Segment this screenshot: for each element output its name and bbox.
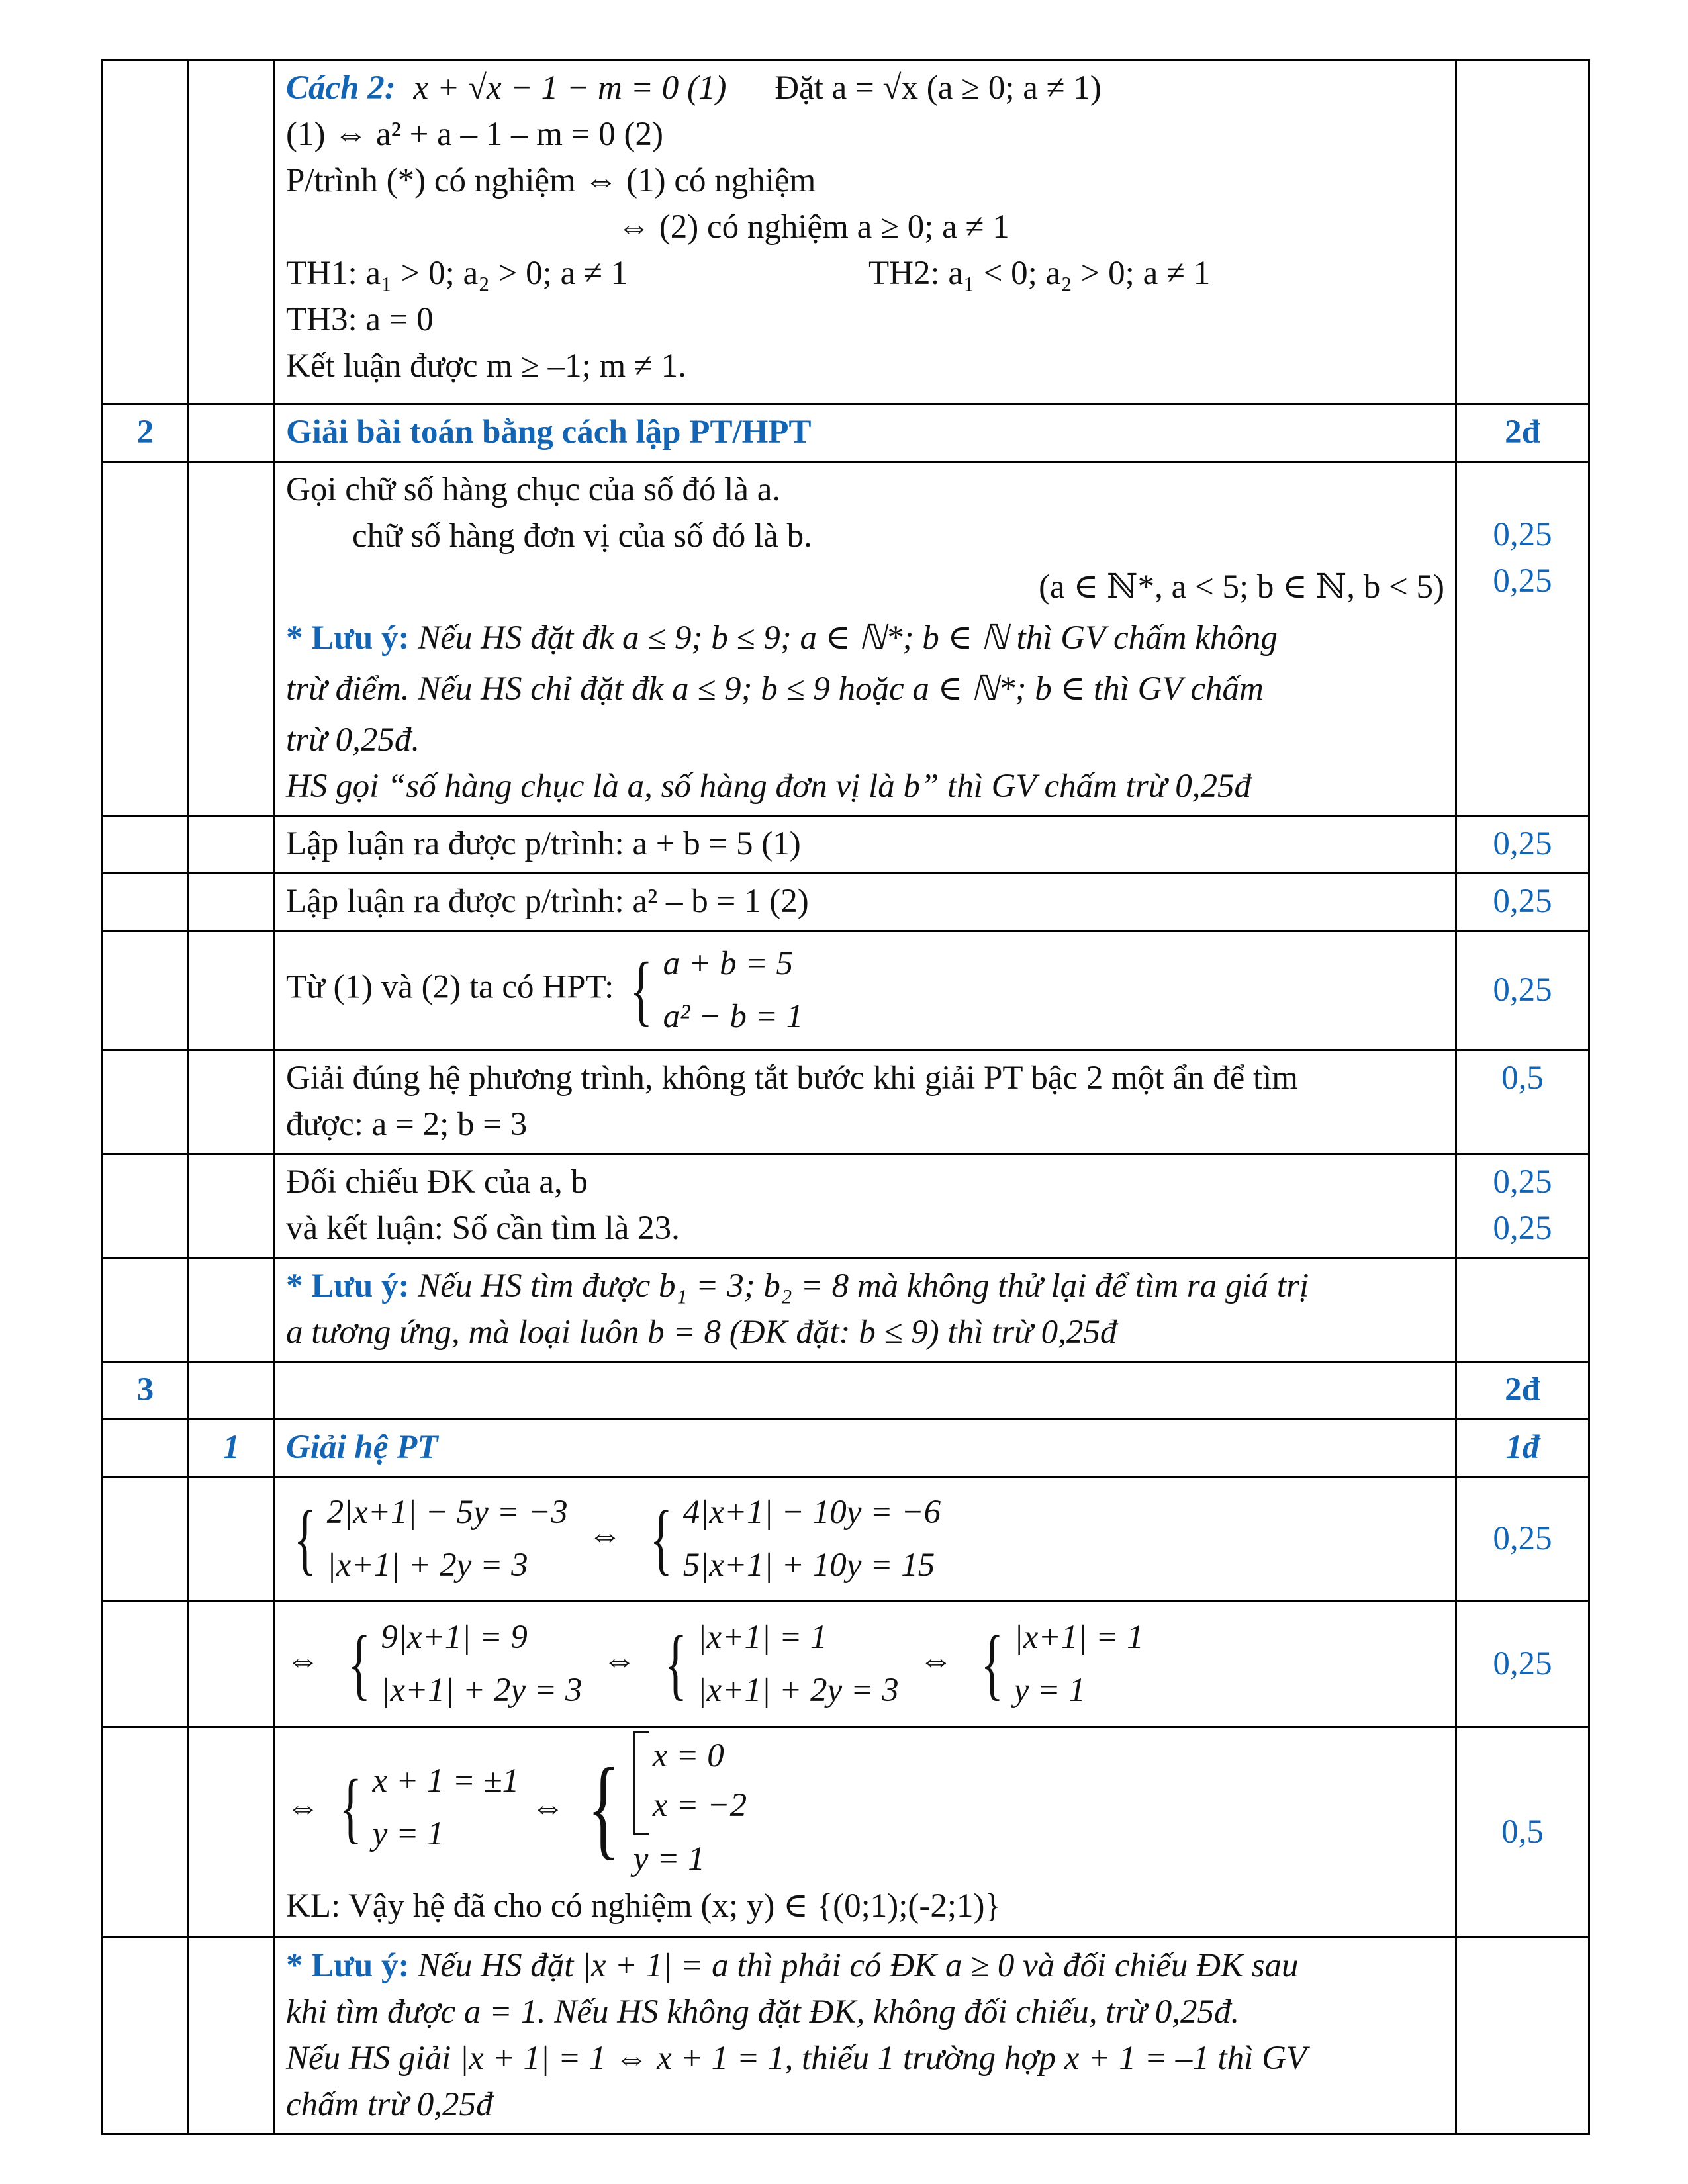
q3-points: 2đ <box>1456 1362 1589 1420</box>
brace-icon: { <box>630 945 653 1034</box>
q2-p-step1: 0,25 <box>1456 816 1589 874</box>
q3-note-label: * Lưu ý: <box>286 1947 410 1984</box>
cach2-cond1: P/trình (*) có nghiệm ⇔ (1) có nghiệm <box>286 162 816 199</box>
q2-p-step2: 0,25 <box>1456 874 1589 931</box>
q3-s3-kl: KL: Vậy hệ đã cho có nghiệm (x; y) ∈ {(0;1);(-2;1)} <box>286 1888 1001 1925</box>
q2-step3-prefix: Từ (1) và (2) ta có HPT: <box>286 968 614 1006</box>
row-q2-header <box>103 404 1589 462</box>
q2-number: 2 <box>103 404 189 462</box>
iff-icon: ⇔ <box>531 1789 565 1826</box>
q3-number: 3 <box>103 1362 189 1420</box>
q2-step2: Lập luận ra được p/trình: a² – b = 1 (2) <box>275 874 1456 931</box>
q2-set1: Gọi chữ số hàng chục của số đó là a. <box>286 471 781 508</box>
q3-s2-b2: |x+1| + 2y = 3 <box>697 1671 899 1709</box>
row-q2-step5 <box>103 1154 1589 1258</box>
row-q3-header <box>103 1362 1589 1420</box>
row-q3-1-header <box>103 1420 1589 1477</box>
q3-s3-a1: x + 1 = ±1 <box>372 1762 520 1799</box>
cach2-eq2: (1) ⇔ a² + a – 1 – m = 0 (2) <box>286 116 663 153</box>
q3-note3: Nếu HS giải |x + 1| = 1 ⇔ x + 1 = 1, thiếu 1 trường hợp x + 1 = –1 thì GV <box>286 2040 1307 2077</box>
q2-domain: (a ∈ ℕ*, a < 5; b ∈ ℕ, b < 5) <box>1039 569 1444 606</box>
cach2-th3: TH3: a = 0 <box>286 301 434 338</box>
q3-s1-system-a <box>286 1486 568 1592</box>
row-q3-note <box>103 1938 1589 2134</box>
row-q2-step4 <box>103 1050 1589 1154</box>
brace-icon: { <box>664 1619 688 1707</box>
q3-s1-eq1: 2|x+1| − 5y = −3 <box>326 1493 568 1531</box>
q2-step3-eq1: a + b = 5 <box>663 944 793 982</box>
q2-note1: Nếu HS đặt đk a ≤ 9; b ≤ 9; a ∈ ℕ*; b ∈ ℕ thì GV chấm không <box>418 619 1278 657</box>
q2-title: Giải bài toán bằng cách lập PT/HPT <box>275 404 1456 462</box>
q3-sub-number: 1 <box>189 1420 275 1477</box>
q3-s2-a1: 9|x+1| = 9 <box>381 1618 528 1656</box>
row-q2-step3 <box>103 931 1589 1050</box>
q2-setup-content <box>275 462 1456 816</box>
row-q2-setup <box>103 462 1589 816</box>
row-q2-step2 <box>103 874 1589 931</box>
q3-p-s3: 0,5 <box>1456 1727 1589 1938</box>
brace-icon: { <box>587 1745 620 1870</box>
q2-step3 <box>275 931 1456 1050</box>
q3-s2-c2: y = 1 <box>1013 1671 1086 1709</box>
q3-s2-system-c <box>973 1611 1144 1717</box>
q3-s2-a2: |x+1| + 2y = 3 <box>381 1671 583 1709</box>
cach2-th2: TH2: a₁ < 0; a₂ > 0; a ≠ 1 <box>868 255 1211 292</box>
q3-note4: chấm trừ 0,25đ <box>286 2086 493 2123</box>
q3-s1-eq3: 4|x+1| − 10y = −6 <box>682 1493 941 1531</box>
iff-icon: ⇔ <box>286 1789 320 1826</box>
q3-s1-eq2: |x+1| + 2y = 3 <box>326 1546 528 1584</box>
q2-p-step3: 0,25 <box>1456 931 1589 1050</box>
q2-step4b: được: a = 2; b = 3 <box>286 1106 528 1143</box>
iff-icon: ⇔ <box>286 1642 320 1680</box>
q3-note2: khi tìm được a = 1. Nếu HS không đặt ĐK, không đối chiếu, trừ 0,25đ. <box>286 1993 1240 2030</box>
q2-p-set2: 0,25 <box>1493 563 1552 600</box>
q2-note5a: Nếu HS tìm được b₁ = 3; b₂ = 8 mà không thử lại để tìm ra giá trị <box>418 1267 1309 1304</box>
brace-icon: { <box>348 1619 371 1707</box>
q2-points: 2đ <box>1456 404 1589 462</box>
q2-step4a: Giải đúng hệ phương trình, không tắt bước khi giải PT bậc 2 một ẩn để tìm <box>286 1060 1298 1097</box>
cach2-content <box>275 60 1456 404</box>
q3-note1: Nếu HS đặt |x + 1| = a thì phải có ĐK a ≥ 0 và đối chiếu ĐK sau <box>418 1947 1299 1984</box>
q2-p-step5a: 0,25 <box>1493 1163 1552 1201</box>
cach2-th1: TH1: a₁ > 0; a₂ > 0; a ≠ 1 <box>286 255 628 292</box>
q2-p-step4: 0,5 <box>1456 1050 1589 1154</box>
q2-note5-label: * Lưu ý: <box>286 1267 410 1304</box>
q3-s1-system-b <box>642 1486 941 1592</box>
brace-icon: { <box>293 1494 317 1582</box>
q3-s3-a2: y = 1 <box>372 1815 444 1852</box>
brace-icon: { <box>649 1494 673 1582</box>
q3-s3-b2: x = −2 <box>652 1786 747 1824</box>
iff-icon: ⇔ <box>588 1517 622 1555</box>
q2-step5a: Đối chiếu ĐK của a, b <box>286 1163 588 1201</box>
brace-icon: { <box>980 1619 1004 1707</box>
row-q3-step3 <box>103 1727 1589 1938</box>
q2-p-step5b: 0,25 <box>1493 1210 1552 1247</box>
cach2-conclusion: Kết luận được m ≥ –1; m ≠ 1. <box>286 347 686 385</box>
q3-s1-eq4: 5|x+1| + 10y = 15 <box>682 1546 935 1584</box>
cach2-set: Đặt a = √x (a ≥ 0; a ≠ 1) <box>774 69 1102 107</box>
q3-p-s2: 0,25 <box>1456 1602 1589 1727</box>
answer-key-table <box>101 59 1590 2135</box>
q2-step5b: và kết luận: Số cần tìm là 23. <box>286 1210 680 1247</box>
q3-s2-system-b <box>657 1611 899 1717</box>
q2-set2: chữ số hàng đơn vị của số đó là b. <box>352 518 812 555</box>
q3-s3-system-a <box>332 1754 519 1860</box>
q2-p-set1: 0,25 <box>1493 516 1552 553</box>
q2-step1: Lập luận ra được p/trình: a + b = 5 (1) <box>275 816 1456 874</box>
q2-note2: trừ điểm. Nếu HS chỉ đặt đk a ≤ 9; b ≤ 9 hoặc a ∈ ℕ*; b ∈ thì GV chấm <box>286 670 1264 707</box>
cach2-eq1: x + √x − 1 − m = 0 (1) <box>413 69 727 107</box>
q3-p-s1: 0,25 <box>1456 1477 1589 1602</box>
q3-s3-system-b <box>577 1731 747 1884</box>
q2-step3-eq2: a² − b = 1 <box>663 997 804 1035</box>
q2-setup-points <box>1456 462 1589 816</box>
iff-icon: ⇔ <box>602 1642 637 1680</box>
q3-sub-points: 1đ <box>1456 1420 1589 1477</box>
iff-icon: ⇔ <box>919 1642 953 1680</box>
q2-note4: HS gọi “số hàng chục là a, số hàng đơn vị là b” thì GV chấm trừ 0,25đ <box>286 768 1252 805</box>
q3-s2-c1: |x+1| = 1 <box>1013 1618 1144 1656</box>
q3-s2-b1: |x+1| = 1 <box>697 1618 827 1656</box>
cach2-cond2: ⇔ (2) có nghiệm a ≥ 0; a ≠ 1 <box>617 208 1009 246</box>
row-q3-step2 <box>103 1602 1589 1727</box>
q3-s2-system-a <box>340 1611 583 1717</box>
row-q2-note5 <box>103 1258 1589 1362</box>
q2-note3: trừ 0,25đ. <box>286 721 420 758</box>
bracket-icon <box>633 1731 649 1835</box>
q3-sub-title: Giải hệ PT <box>275 1420 1456 1477</box>
q2-step3-system <box>622 937 803 1043</box>
q2-note5b: a tương ứng, mà loại luôn b = 8 (ĐK đặt: b ≤ 9) thì trừ 0,25đ <box>286 1314 1117 1351</box>
q3-s3-b1: x = 0 <box>652 1737 724 1774</box>
row-q3-step1 <box>103 1477 1589 1602</box>
row-q2-step1 <box>103 816 1589 874</box>
q3-s3-b3: y = 1 <box>633 1840 705 1878</box>
brace-icon: { <box>339 1763 363 1851</box>
row-cach-2 <box>103 60 1589 404</box>
cach2-label: Cách 2: <box>286 69 396 107</box>
q2-note-label: * Lưu ý: <box>286 619 410 657</box>
